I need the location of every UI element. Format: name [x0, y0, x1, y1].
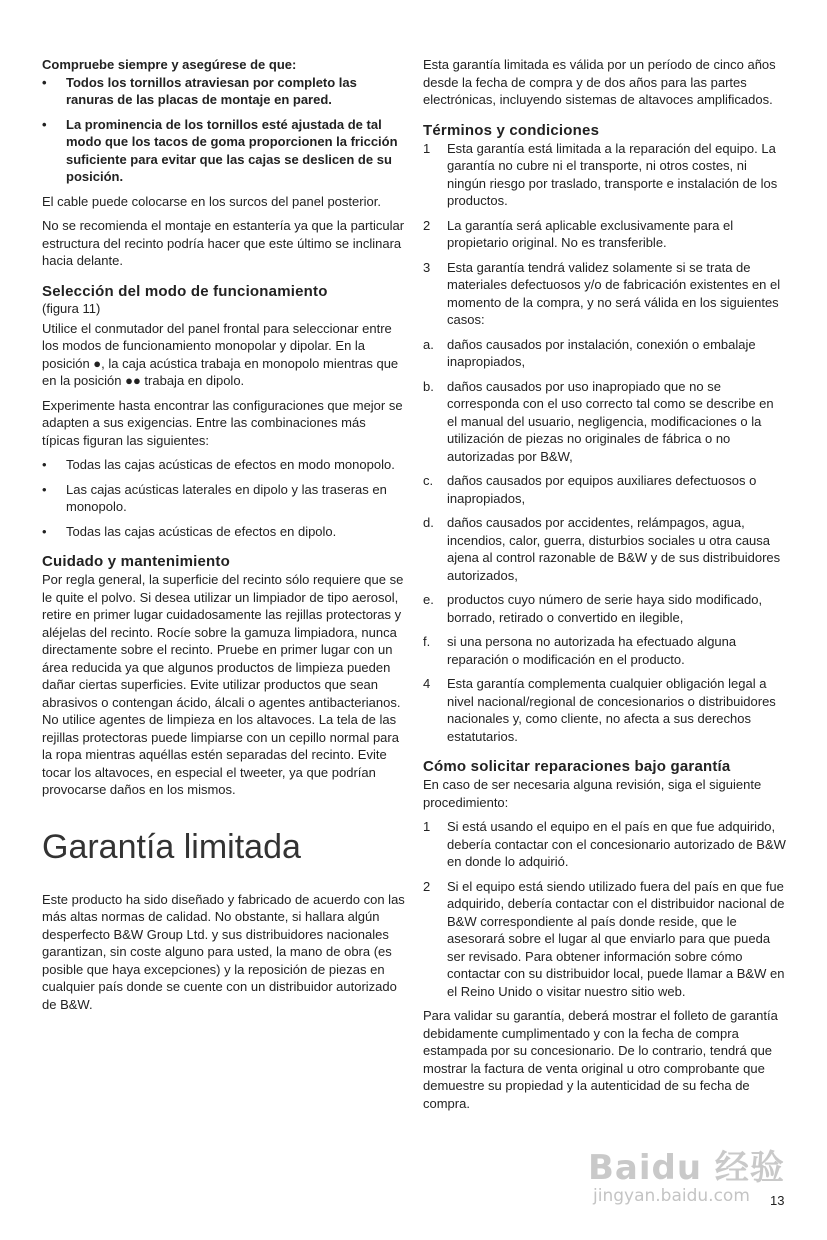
bullet-marker: • [42, 481, 47, 497]
care-paragraph: Por regla general, la superficie del recinto sólo requiere que se le quite el polvo. Si desea utilizar un limpiador de tipo aerosol, retire en primer lugar cuidadosamente las rejillas protectoras y aléjelas del recinto. Rocíe sobre la gamuza limpiadora, nunca directamente sobre el recinto. Pruebe en primer lugar con un área reducida ya que algunos productos de limpieza pueden dañar ciertas superficies. Evite utilizar productos que sean abrasivos o contengan ácido, álcali o agentes antibacterianos. No utilice agentes de limpieza en los altavoces. La tela de las rejillas protectoras puede limpiarse con un cepillo normal para la ropa mientras aquéllas estén separadas del recinto. Evite tocar los altavoces, en especial el tweeter, ya que podrían provocarse daños en los mismos. [42, 572, 404, 797]
bullet-marker: • [42, 116, 47, 132]
watermark-url: jingyan.baidu.com [593, 1186, 750, 1206]
list-item: 2 Si el equipo está siendo utilizado fuera del país en que fue adquirido, debería contactar con el distribuidor nacional de B&W correspondiente al país donde reside, que le asesorará sobre el lugar al que enviarlo para que pueda ser revisado. Para obtener información sobre cómo contactar con su distribuidor local, puede llamar a B&W en el Reino Unido o visitar nuestro sitio web. [423, 878, 785, 999]
list-item: 1 Esta garantía está limitada a la reparación del equipo. La garantía no cubre ni el transporte, ni otros costes, ni ningún riesgo por traslado, transporte e instalación de los productos. [423, 140, 778, 208]
warranty-paragraph: Este producto ha sido diseñado y fabricado de acuerdo con las más altas normas de calidad. No obstante, si hallara algún desperfecto B&W Group Ltd. y sus distribuidores nacionales garantizan, sin coste alguno para usted, la mano de obra (es posible que haya excepciones) y la reposición de piezas en cualquier país donde se cuente con un distribuidor autorizado de B&W. [42, 891, 405, 1012]
list-item: 1 Si está usando el equipo en el país en que fue adquirido, debería contactar con el concesionario autorizado de B&W en donde lo adquirió. [423, 819, 786, 869]
list-item: • Las cajas acústicas laterales en dipolo y las traseras en monopolo. [42, 481, 387, 514]
right-column [423, 56, 787, 1119]
bullet-marker: • [42, 457, 47, 472]
section-heading-mode: Selección del modo de funcionamiento [42, 282, 328, 300]
repair-intro: En caso de ser necesaria alguna revisión, siga el siguiente procedimiento: [423, 777, 762, 810]
check-intro: Compruebe siempre y asegúrese de que: [42, 57, 297, 72]
list-item: • Todos los tornillos atraviesan por completo las ranuras de las placas de montaje en pared. [42, 74, 357, 107]
mode-paragraph: Utilice el conmutador del panel frontal para seleccionar entre los modos de funcionamiento monopolar y dipolar. En la posición ●, la caja acústica trabaja en monopolo mientras que en la posición ●● trabaja en dipolo. [42, 320, 399, 388]
list-item: 2 La garantía será aplicable exclusivamente para el propietario original. No es transferible. [423, 217, 734, 250]
list-item: d. daños causados por accidentes, relámpagos, agua, incendios, calor, guerra, disturbios sociales u otra causa ajena al control razonable de B&W y de sus distribuidores autorizados, [423, 515, 781, 583]
validity-paragraph: Esta garantía limitada es válida por un período de cinco años desde la fecha de compra y de dos años para las partes electrónicas, incluyendo sistemas de altavoces amplificados. [423, 57, 776, 107]
list-item: • Todas las cajas acústicas de efectos en modo monopolo. [42, 457, 395, 472]
cable-paragraph: El cable puede colocarse en los surcos del panel posterior. [42, 193, 381, 209]
validation-paragraph: Para validar su garantía, deberá mostrar el folleto de garantía debidamente cumplimentado y con la fecha de compra estampada por su concesionario. De lo contrario, tendrá que mostrar la factura de venta original u otro comprobante que demuestre su propiedad y la autenticidad de su fecha de compra. [423, 1008, 778, 1111]
list-item: a. daños causados por instalación, conexión o embalaje inapropiados, [423, 336, 756, 369]
section-heading-terms: Términos y condiciones [423, 121, 600, 139]
section-heading-care: Cuidado y mantenimiento [42, 553, 230, 570]
terms-list [423, 140, 787, 746]
left-column [42, 56, 406, 1020]
bullet-marker: • [42, 74, 47, 90]
watermark-logo: Baidu 经验 [588, 1148, 785, 1188]
list-item: 4 Esta garantía complementa cualquier obligación legal a nivel nacional/regional de concesionarios o distribuidores nacionales y, como cliente, no afecta a sus derechos estatutarios. [423, 676, 776, 744]
config-paragraph: Experimente hasta encontrar las configuraciones que mejor se adapten a sus exigencias. Entre las combinaciones más típicas figuran las siguientes: [42, 397, 403, 448]
shelf-paragraph: No se recomienda el montaje en estantería ya que la particular estructura del recinto podría hacer que este último se inclinara hacia delante. [42, 218, 405, 268]
list-item: 3 Esta garantía tendrá validez solamente si se trata de materiales defectuosos y/o de fabricación existentes en el momento de la compra, y no será válida en los siguientes casos: [423, 259, 781, 327]
mounting-checklist [42, 74, 406, 186]
list-item: b. daños causados por uso inapropiado que no se corresponda con el uso correcto tal como se describe en el manual del usuario, negligencia, modificaciones o la utilización de piezas no originales de fábrica o no autorizadas por B&W, [423, 378, 774, 464]
section-heading-repairs: Cómo solicitar reparaciones bajo garantía [423, 758, 731, 775]
page-title: Garantía limitada [42, 827, 301, 866]
config-list [42, 456, 406, 540]
page-number: 13 [770, 1193, 785, 1208]
list-item: f. si una persona no autorizada ha efectuado alguna reparación o modificación en el producto. [423, 634, 737, 667]
list-item: c. daños causados por equipos auxiliares defectuosos o inapropiados, [423, 473, 757, 506]
list-item: • Todas las cajas acústicas de efectos en dipolo. [42, 523, 337, 539]
list-item: • La prominencia de los tornillos esté ajustada de tal modo que los tacos de goma proporcionen la fricción suficiente para evitar que las cajas se deslicen de su posición. [42, 116, 398, 184]
repair-steps [423, 818, 787, 1000]
figure-reference: (figura 11) [42, 300, 101, 316]
bullet-marker: • [42, 523, 47, 539]
list-item: e. productos cuyo número de serie haya sido modificado, borrado, retirado o convertido en ilegible, [423, 592, 763, 625]
